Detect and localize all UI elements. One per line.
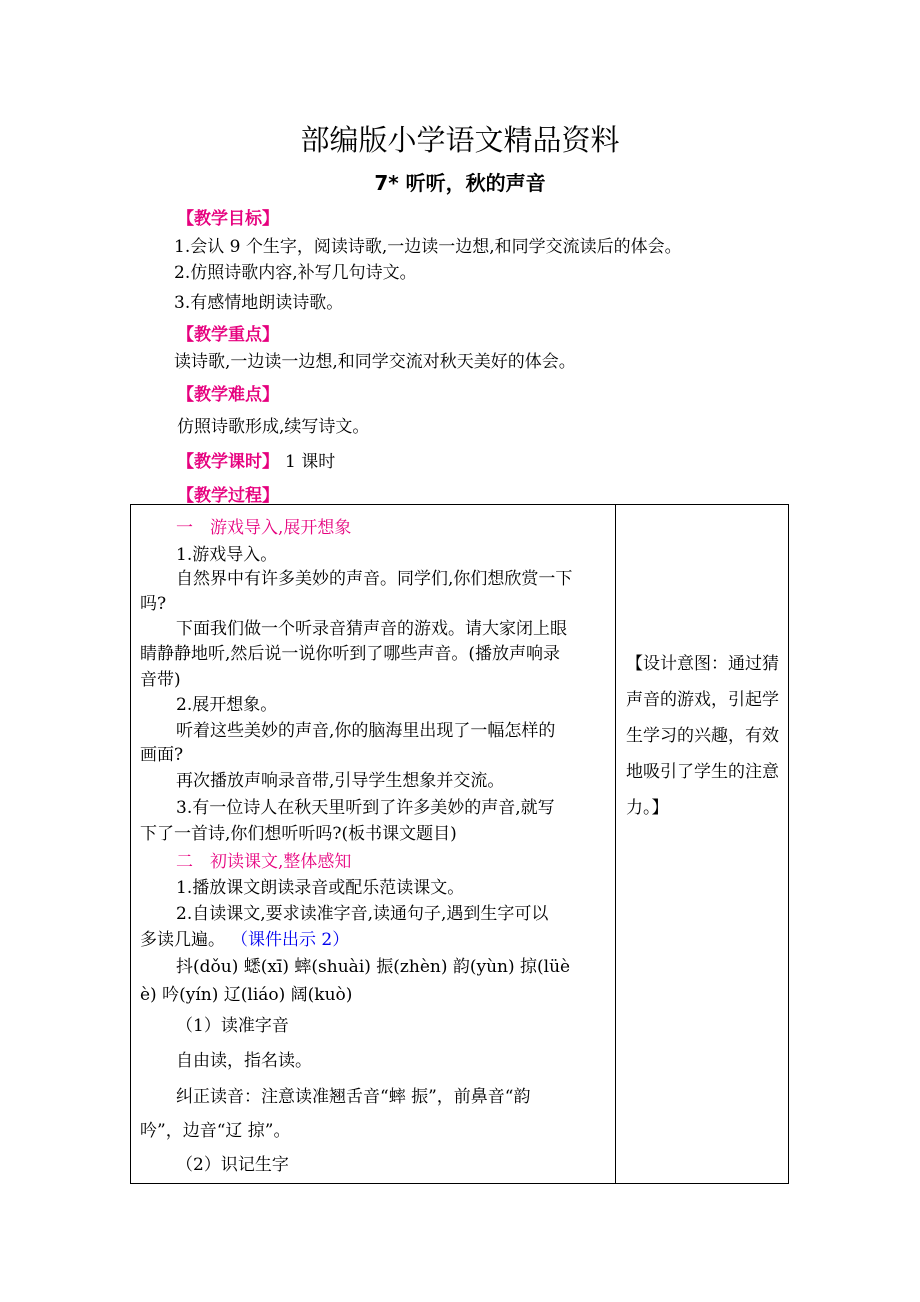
table-line: 多读几遍。 <box>140 930 225 950</box>
table-line: 听着这些美妙的声音,你的脑海里出现了一幅怎样的 <box>176 721 556 741</box>
design-note: 【设计意图：通过猜声音的游戏，引起学生学习的兴趣，有效地吸引了学生的注意力。】 <box>626 654 779 818</box>
table-column-divider <box>615 504 616 1184</box>
table-line: 自由读，指名读。 <box>176 1051 312 1071</box>
table-line: 3.有一位诗人在秋天里听到了许多美妙的声音,就写 <box>176 798 555 818</box>
difficulty-text: 仿照诗歌形成,续写诗文。 <box>177 417 370 437</box>
table-line: 2.展开想象。 <box>176 695 278 715</box>
process-heading: 【教学过程】 <box>177 486 279 506</box>
table-line: 画面? <box>140 745 184 765</box>
hours-heading: 【教学课时】 <box>177 452 279 472</box>
table-line: 下了一首诗,你们想听听吗?(板书课文题目) <box>140 824 457 844</box>
difficulty-heading: 【教学难点】 <box>177 385 279 405</box>
section-heading-two: 二 初读课文,整体感知 <box>176 852 352 872</box>
lesson-title: 7* 听听，秋的声音 <box>374 171 546 195</box>
table-line: 1.播放课文朗读录音或配乐范读课文。 <box>176 878 465 898</box>
hours-text: 1 课时 <box>285 452 336 472</box>
table-line: 吟”，边音“辽 掠”。 <box>140 1121 291 1141</box>
table-line: 纠正读音：注意读准翘舌音“蟀 振”，前鼻音“韵 <box>176 1087 531 1107</box>
courseware-label: （课件出示 2） <box>231 930 350 950</box>
table-line: 2.自读课文,要求读准字音,读通句子,遇到生字可以 <box>176 904 549 924</box>
pinyin-line: è) 吟(yín) 辽(liáo) 阔(kuò) <box>140 985 353 1005</box>
table-line: （1）读准字音 <box>176 1016 289 1036</box>
table-line: 吗? <box>140 594 167 614</box>
table-line: 1.游戏导入。 <box>176 545 278 565</box>
table-line: 下面我们做一个听录音猜声音的游戏。请大家闭上眼 <box>176 619 567 639</box>
goal-item: 3.有感情地朗读诗歌。 <box>174 293 344 313</box>
table-line: 再次播放声响录音带,引导学生想象并交流。 <box>176 771 505 791</box>
pinyin-line: 抖(dǒu) 蟋(xī) 蟀(shuài) 振(zhèn) 韵(yùn) 掠(lüè <box>176 957 571 977</box>
key-text: 读诗歌,一边读一边想,和同学交流对秋天美好的体会。 <box>174 352 576 372</box>
table-line: 音带) <box>140 670 181 690</box>
document-title: 部编版小学语文精品资料 <box>300 123 620 157</box>
goal-item: 1.会认 9 个生字，阅读诗歌,一边读一边想,和同学交流读后的体会。 <box>174 237 682 257</box>
table-line: （2）识记生字 <box>176 1155 289 1175</box>
goal-item: 2.仿照诗歌内容,补写几句诗文。 <box>174 263 417 283</box>
table-line: 睛静静地听,然后说一说你听到了哪些声音。(播放声响录 <box>140 644 561 664</box>
goals-heading: 【教学目标】 <box>177 209 279 229</box>
table-line: 自然界中有许多美妙的声音。同学们,你们想欣赏一下 <box>176 569 573 589</box>
key-heading: 【教学重点】 <box>177 325 279 345</box>
section-heading-one: 一 游戏导入,展开想象 <box>176 518 352 538</box>
